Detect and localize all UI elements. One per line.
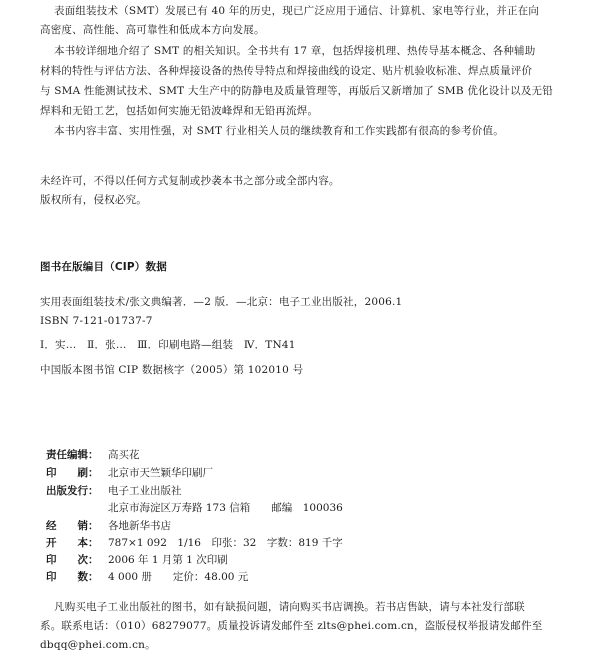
cip-line3: Ⅰ．实… Ⅱ．张… Ⅲ．印刷电路—组装 Ⅳ．TN41 <box>40 339 296 351</box>
imprint-label: 印 刷： <box>46 467 99 479</box>
imprint-row <box>46 535 343 551</box>
intro-para2-line1: 本书较详细地介绍了 SMT 的相关知识。全书共有 17 章，包括焊接机理、热传导基本概念、各种辅助 <box>54 45 536 57</box>
cip-heading: 图书在版编目（CIP）数据 <box>40 261 167 273</box>
imprint-value: 2006 年 1 月第 1 次印刷 <box>108 554 228 566</box>
imprint-value: 高买花 <box>108 449 140 461</box>
copyright-line2: 版权所有，侵权必究。 <box>40 194 147 206</box>
imprint-label: 印 数： <box>46 571 99 583</box>
imprint-label: 开 本： <box>46 537 99 549</box>
intro-para2-line2: 材料的特性与评估方法、各种焊接设备的热传导特点和焊接曲线的设定、贴片机验收标准、焊点质量评价 <box>40 65 533 77</box>
notice-line1: 凡购买电子工业出版社的图书，如有缺损问题，请向购买书店调换。若书店售缺，请与本社发行部联 <box>54 601 525 613</box>
copyright-line1: 未经许可，不得以任何方式复制或抄袭本书之部分或全部内容。 <box>40 175 340 187</box>
intro-para2-line3: 与 SMA 性能测试技术、SMT 大生产中的防静电及质量管理等，再版后又新增加了 SMB 优化设计以及无铅 <box>40 85 553 97</box>
imprint-row <box>46 483 182 499</box>
intro-para2-line4: 焊料和无铅工艺，包括如何实施无铅波峰焊和无铅再流焊。 <box>40 105 319 117</box>
intro-para3-line1: 本书内容丰富、实用性强，对 SMT 行业相关人员的继续教育和工作实践都有很高的参考价值。 <box>54 125 504 137</box>
imprint-value: 电子工业出版社 <box>108 485 182 497</box>
cip-line2: ISBN 7-121-01737-7 <box>40 315 153 327</box>
imprint-row <box>46 465 213 481</box>
imprint-label: 责任编辑： <box>46 449 99 461</box>
intro-para1-line2: 高密度、高性能、高可靠性和低成本方向发展。 <box>40 24 265 36</box>
notice-line3: dbqq@phei.com.cn。 <box>40 639 156 651</box>
cip-line4: 中国版本图书馆 CIP 数据核字（2005）第 102010 号 <box>40 364 304 376</box>
imprint-row <box>46 552 228 568</box>
imprint-row <box>46 569 248 585</box>
imprint-row <box>46 447 140 463</box>
imprint-value: 北京市天竺颖华印刷厂 <box>108 467 213 479</box>
imprint-value: 787×1 092 1/16 印张：32 字数：819 千字 <box>108 537 343 549</box>
imprint-row <box>46 518 171 534</box>
imprint-label: 出版发行： <box>46 485 99 497</box>
imprint-value: 各地新华书店 <box>108 520 171 532</box>
notice-line2: 系。联系电话：（010）68279077。质量投诉请发邮件至 zlts@phei.com.cn，盗版侵权举报请发邮件至 <box>40 620 543 632</box>
intro-para1-line1: 表面组装技术（SMT）发展已有 40 年的历史，现已广泛应用于通信、计算机、家电等行业，并正在向 <box>54 5 540 17</box>
imprint-label: 经 销： <box>46 520 99 532</box>
imprint-label: 印 次： <box>46 554 99 566</box>
cip-line1: 实用表面组装技术/张文典编著．—2 版．—北京：电子工业出版社，2006.1 <box>40 296 403 308</box>
imprint-value: 4 000 册 定价：48.00 元 <box>108 571 249 583</box>
imprint-value: 北京市海淀区万寿路 173 信箱 邮编 100036 <box>108 502 343 514</box>
imprint-row <box>46 500 343 516</box>
